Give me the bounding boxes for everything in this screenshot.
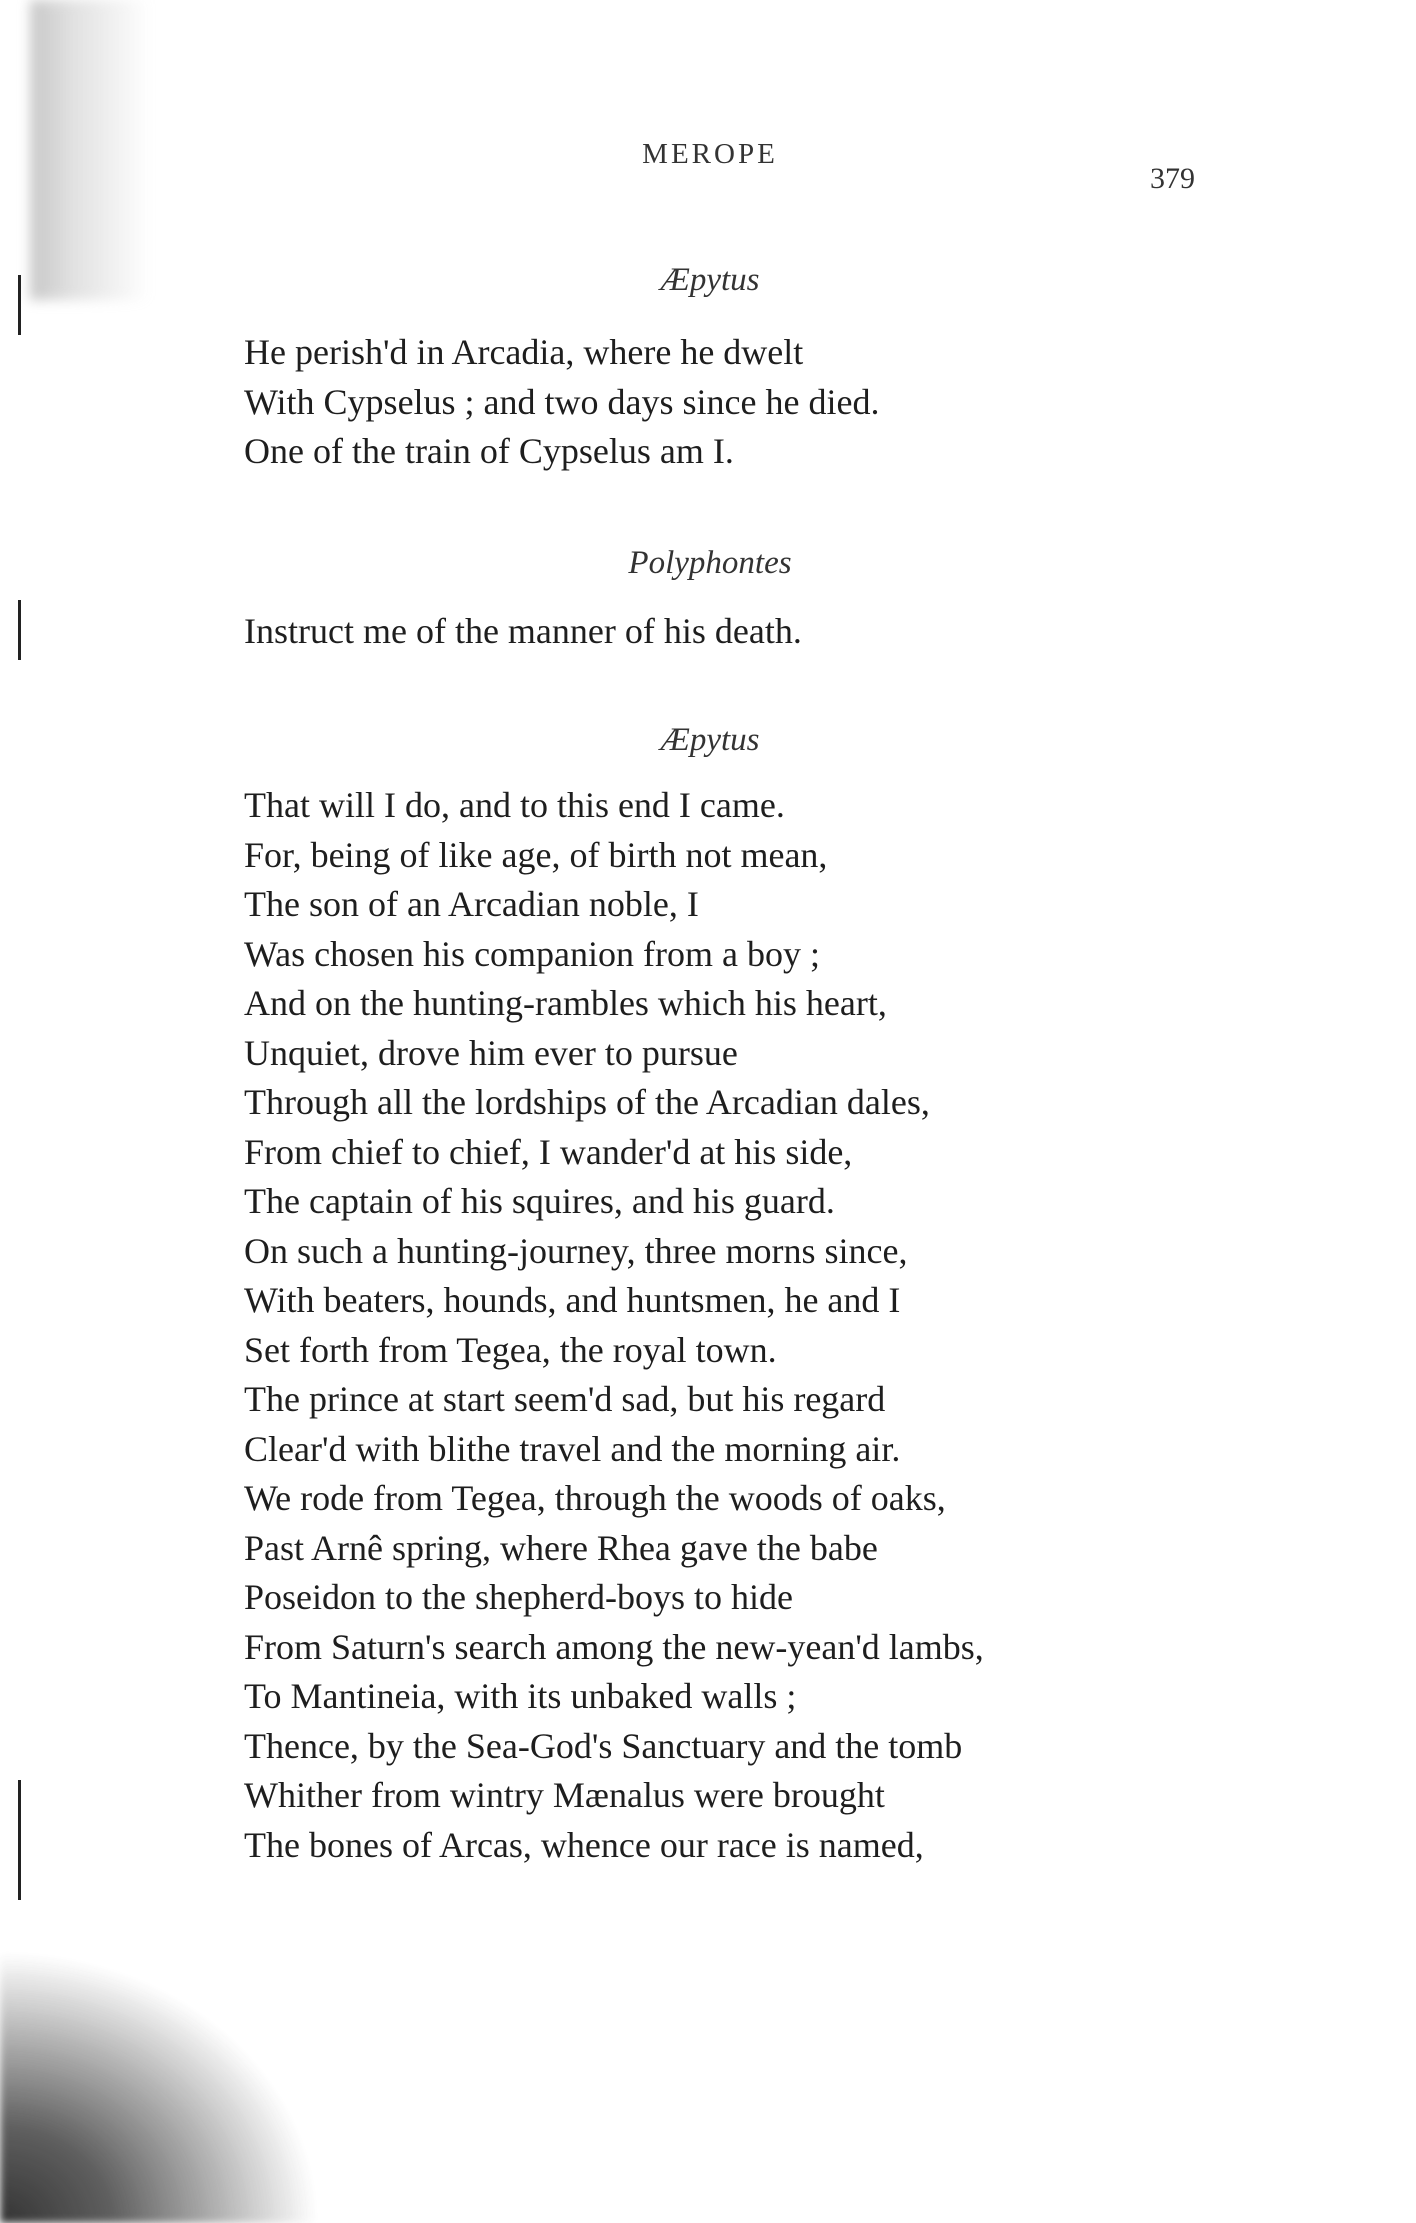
speaker-name: Æpytus	[660, 722, 760, 758]
verse-stanza	[244, 328, 1344, 477]
verse-line: From chief to chief, I wander'd at his side,	[244, 1131, 853, 1172]
binding-edge-mark	[18, 1780, 21, 1900]
verse-line: The bones of Arcas, whence our race is named,	[244, 1824, 924, 1865]
verse-stanza	[244, 607, 1344, 657]
verse-line: Past Arnê spring, where Rhea gave the babe	[244, 1527, 878, 1568]
verse-line: The son of an Arcadian noble, I	[244, 884, 699, 924]
verse-line: For, being of like age, of birth not mean,	[244, 834, 828, 875]
speaker-name: Polyphontes	[628, 545, 792, 581]
verse-line: Unquiet, drove him ever to pursue	[244, 1032, 738, 1073]
verse-line: Was chosen his companion from a boy ;	[244, 933, 820, 974]
binding-edge-mark	[18, 600, 21, 660]
verse-line: With Cypselus ; and two days since he died.	[244, 381, 880, 422]
verse-line: Set forth from Tegea, the royal town.	[244, 1329, 777, 1370]
verse-line: Instruct me of the manner of his death.	[244, 611, 802, 651]
verse-line: To Mantineia, with its unbaked walls ;	[244, 1676, 797, 1716]
verse-line: Through all the lordships of the Arcadian dales,	[244, 1082, 930, 1122]
binding-shadow-top	[30, 0, 150, 300]
verse-line: From Saturn's search among the new-yean'd lambs,	[244, 1626, 984, 1667]
verse-line: The prince at start seem'd sad, but his regard	[244, 1379, 886, 1419]
verse-line: Clear'd with blithe travel and the morning air.	[244, 1428, 901, 1469]
page-number: 379	[1150, 162, 1195, 195]
verse-line: The captain of his squires, and his guard.	[244, 1181, 835, 1221]
verse-line: Whither from wintry Mænalus were brought	[244, 1775, 885, 1815]
verse-line: One of the train of Cypselus am I.	[244, 431, 734, 471]
verse-line: And on the hunting-rambles which his heart,	[244, 983, 887, 1023]
speaker-name: Æpytus	[660, 262, 760, 298]
verse-stanza	[244, 781, 1344, 1870]
verse-line: With beaters, hounds, and huntsmen, he and I	[244, 1280, 901, 1320]
binding-edge-mark	[18, 275, 21, 335]
verse-line: He perish'd in Arcadia, where he dwelt	[244, 332, 804, 372]
verse-line: Poseidon to the shepherd-boys to hide	[244, 1577, 793, 1617]
verse-line: We rode from Tegea, through the woods of oaks,	[244, 1478, 946, 1518]
verse-line: That will I do, and to this end I came.	[244, 785, 785, 825]
running-head: MEROPE	[642, 138, 778, 170]
binding-shadow-bottom	[0, 1950, 320, 2223]
verse-line: Thence, by the Sea-God's Sanctuary and the tomb	[244, 1725, 963, 1766]
verse-line: On such a hunting-journey, three morns since,	[244, 1230, 908, 1271]
